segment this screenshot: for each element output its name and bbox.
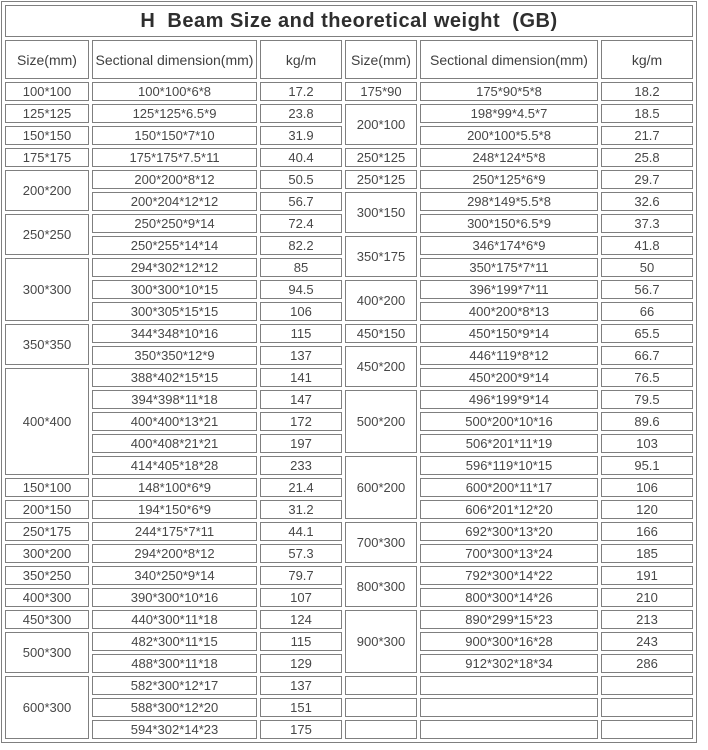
size-cell: 450*200 (345, 346, 417, 387)
kgm-cell: 25.8 (601, 148, 693, 167)
dimension-cell: 244*175*7*11 (92, 522, 257, 541)
kgm-cell: 66.7 (601, 346, 693, 365)
dimension-cell: 400*400*13*21 (92, 412, 257, 431)
dimension-cell: 294*200*8*12 (92, 544, 257, 563)
size-cell: 500*300 (5, 632, 89, 673)
dimension-cell: 450*150*9*14 (420, 324, 598, 343)
table-row (5, 522, 693, 541)
size-cell: 250*250 (5, 214, 89, 255)
dimension-cell: 200*204*12*12 (92, 192, 257, 211)
kgm-cell: 50 (601, 258, 693, 277)
size-cell: 250*175 (5, 522, 89, 541)
dimension-cell: 600*200*11*17 (420, 478, 598, 497)
kgm-cell: 32.6 (601, 192, 693, 211)
kgm-cell: 124 (260, 610, 342, 629)
kgm-cell (601, 698, 693, 717)
dimension-cell: 400*200*8*13 (420, 302, 598, 321)
dimension-cell: 606*201*12*20 (420, 500, 598, 519)
header-kgm-right: kg/m (601, 40, 693, 79)
kgm-cell (601, 720, 693, 739)
kgm-cell: 82.2 (260, 236, 342, 255)
dimension-cell (420, 676, 598, 695)
dimension-cell: 250*255*14*14 (92, 236, 257, 255)
size-cell: 350*250 (5, 566, 89, 585)
header-size-right: Size(mm) (345, 40, 417, 79)
size-cell: 600*300 (5, 676, 89, 739)
dimension-cell: 248*124*5*8 (420, 148, 598, 167)
kgm-cell: 57.3 (260, 544, 342, 563)
dimension-cell: 298*149*5.5*8 (420, 192, 598, 211)
table-row (5, 280, 693, 299)
size-cell: 200*150 (5, 500, 89, 519)
header-dimension-left: Sectional dimension(mm) (92, 40, 257, 79)
table-row (5, 610, 693, 629)
kgm-cell: 79.5 (601, 390, 693, 409)
dimension-cell: 350*175*7*11 (420, 258, 598, 277)
kgm-cell: 21.7 (601, 126, 693, 145)
kgm-cell: 31.9 (260, 126, 342, 145)
dimension-cell: 150*150*7*10 (92, 126, 257, 145)
dimension-cell: 692*300*13*20 (420, 522, 598, 541)
size-cell: 175*90 (345, 82, 417, 101)
size-cell: 450*300 (5, 610, 89, 629)
kgm-cell: 21.4 (260, 478, 342, 497)
table-row (5, 456, 693, 475)
kgm-cell: 79.7 (260, 566, 342, 585)
dimension-cell: 500*200*10*16 (420, 412, 598, 431)
kgm-cell: 66 (601, 302, 693, 321)
kgm-cell: 191 (601, 566, 693, 585)
table-row (5, 676, 693, 695)
header-size-left: Size(mm) (5, 40, 89, 79)
kgm-cell: 18.5 (601, 104, 693, 123)
table-row (5, 104, 693, 123)
kgm-cell: 166 (601, 522, 693, 541)
size-cell: 200*200 (5, 170, 89, 211)
dimension-cell: 594*302*14*23 (92, 720, 257, 739)
kgm-cell: 147 (260, 390, 342, 409)
header-kgm-left: kg/m (260, 40, 342, 79)
dimension-cell (420, 698, 598, 717)
table-row (5, 698, 693, 717)
size-cell: 900*300 (345, 610, 417, 673)
table-row (5, 566, 693, 585)
size-cell (345, 698, 417, 717)
kgm-cell: 120 (601, 500, 693, 519)
kgm-cell: 89.6 (601, 412, 693, 431)
kgm-cell: 17.2 (260, 82, 342, 101)
dimension-cell: 148*100*6*9 (92, 478, 257, 497)
beam-size-weight-table (1, 1, 697, 743)
dimension-cell: 200*100*5.5*8 (420, 126, 598, 145)
dimension-cell: 198*99*4.5*7 (420, 104, 598, 123)
dimension-cell: 482*300*11*15 (92, 632, 257, 651)
dimension-cell: 250*250*9*14 (92, 214, 257, 233)
size-cell: 350*350 (5, 324, 89, 365)
dimension-cell: 175*175*7.5*11 (92, 148, 257, 167)
kgm-cell (601, 676, 693, 695)
kgm-cell: 85 (260, 258, 342, 277)
kgm-cell: 65.5 (601, 324, 693, 343)
header-dimension-right: Sectional dimension(mm) (420, 40, 598, 79)
kgm-cell: 40.4 (260, 148, 342, 167)
table-row (5, 170, 693, 189)
kgm-cell: 103 (601, 434, 693, 453)
dimension-cell: 446*119*8*12 (420, 346, 598, 365)
title-row (5, 5, 693, 37)
kgm-cell: 175 (260, 720, 342, 739)
dimension-cell: 792*300*14*22 (420, 566, 598, 585)
dimension-cell: 596*119*10*15 (420, 456, 598, 475)
kgm-cell: 137 (260, 346, 342, 365)
kgm-cell: 151 (260, 698, 342, 717)
dimension-cell: 250*125*6*9 (420, 170, 598, 189)
kgm-cell: 115 (260, 632, 342, 651)
size-cell: 500*200 (345, 390, 417, 453)
kgm-cell: 129 (260, 654, 342, 673)
table-row (5, 82, 693, 101)
size-cell: 300*150 (345, 192, 417, 233)
dimension-cell: 194*150*6*9 (92, 500, 257, 519)
kgm-cell: 29.7 (601, 170, 693, 189)
dimension-cell: 300*300*10*15 (92, 280, 257, 299)
header-row (5, 40, 693, 79)
size-cell: 300*300 (5, 258, 89, 321)
table-row (5, 720, 693, 739)
dimension-cell: 350*350*12*9 (92, 346, 257, 365)
kgm-cell: 233 (260, 456, 342, 475)
size-cell: 250*125 (345, 170, 417, 189)
dimension-cell: 388*402*15*15 (92, 368, 257, 387)
dimension-cell: 890*299*15*23 (420, 610, 598, 629)
dimension-cell: 125*125*6.5*9 (92, 104, 257, 123)
dimension-cell: 300*150*6.5*9 (420, 214, 598, 233)
size-cell: 400*200 (345, 280, 417, 321)
table-row (5, 236, 693, 255)
kgm-cell: 106 (601, 478, 693, 497)
dimension-cell: 800*300*14*26 (420, 588, 598, 607)
dimension-cell: 414*405*18*28 (92, 456, 257, 475)
dimension-cell: 700*300*13*24 (420, 544, 598, 563)
dimension-cell: 294*302*12*12 (92, 258, 257, 277)
kgm-cell: 56.7 (260, 192, 342, 211)
kgm-cell: 23.8 (260, 104, 342, 123)
kgm-cell: 18.2 (601, 82, 693, 101)
size-cell: 350*175 (345, 236, 417, 277)
kgm-cell: 115 (260, 324, 342, 343)
dimension-cell: 400*408*21*21 (92, 434, 257, 453)
size-cell: 200*100 (345, 104, 417, 145)
size-cell: 100*100 (5, 82, 89, 101)
dimension-cell: 582*300*12*17 (92, 676, 257, 695)
kgm-cell: 197 (260, 434, 342, 453)
dimension-cell: 200*200*8*12 (92, 170, 257, 189)
size-cell: 250*125 (345, 148, 417, 167)
size-cell: 300*200 (5, 544, 89, 563)
dimension-cell: 900*300*16*28 (420, 632, 598, 651)
dimension-cell: 175*90*5*8 (420, 82, 598, 101)
size-cell (345, 720, 417, 739)
dimension-cell: 588*300*12*20 (92, 698, 257, 717)
size-cell (345, 676, 417, 695)
size-cell: 150*150 (5, 126, 89, 145)
kgm-cell: 72.4 (260, 214, 342, 233)
dimension-cell: 394*398*11*18 (92, 390, 257, 409)
dimension-cell: 300*305*15*15 (92, 302, 257, 321)
size-cell: 800*300 (345, 566, 417, 607)
size-cell: 175*175 (5, 148, 89, 167)
size-cell: 400*300 (5, 588, 89, 607)
kgm-cell: 94.5 (260, 280, 342, 299)
dimension-cell (420, 720, 598, 739)
kgm-cell: 95.1 (601, 456, 693, 475)
kgm-cell: 286 (601, 654, 693, 673)
kgm-cell: 243 (601, 632, 693, 651)
size-cell: 700*300 (345, 522, 417, 563)
page-title: H Beam Size and theoretical weight (GB) (5, 5, 693, 37)
table-row (5, 346, 693, 365)
kgm-cell: 213 (601, 610, 693, 629)
table-row (5, 148, 693, 167)
kgm-cell: 107 (260, 588, 342, 607)
table-row (5, 192, 693, 211)
size-cell: 600*200 (345, 456, 417, 519)
dimension-cell: 100*100*6*8 (92, 82, 257, 101)
dimension-cell: 912*302*18*34 (420, 654, 598, 673)
dimension-cell: 506*201*11*19 (420, 434, 598, 453)
size-cell: 150*100 (5, 478, 89, 497)
kgm-cell: 141 (260, 368, 342, 387)
kgm-cell: 41.8 (601, 236, 693, 255)
dimension-cell: 488*300*11*18 (92, 654, 257, 673)
kgm-cell: 106 (260, 302, 342, 321)
table-row (5, 390, 693, 409)
kgm-cell: 76.5 (601, 368, 693, 387)
kgm-cell: 31.2 (260, 500, 342, 519)
dimension-cell: 496*199*9*14 (420, 390, 598, 409)
kgm-cell: 137 (260, 676, 342, 695)
kgm-cell: 185 (601, 544, 693, 563)
dimension-cell: 396*199*7*11 (420, 280, 598, 299)
dimension-cell: 440*300*11*18 (92, 610, 257, 629)
kgm-cell: 44.1 (260, 522, 342, 541)
dimension-cell: 344*348*10*16 (92, 324, 257, 343)
kgm-cell: 37.3 (601, 214, 693, 233)
dimension-cell: 346*174*6*9 (420, 236, 598, 255)
dimension-cell: 450*200*9*14 (420, 368, 598, 387)
kgm-cell: 50.5 (260, 170, 342, 189)
dimension-cell: 390*300*10*16 (92, 588, 257, 607)
kgm-cell: 210 (601, 588, 693, 607)
kgm-cell: 56.7 (601, 280, 693, 299)
kgm-cell: 172 (260, 412, 342, 431)
table-row (5, 324, 693, 343)
size-cell: 450*150 (345, 324, 417, 343)
size-cell: 400*400 (5, 368, 89, 475)
size-cell: 125*125 (5, 104, 89, 123)
dimension-cell: 340*250*9*14 (92, 566, 257, 585)
